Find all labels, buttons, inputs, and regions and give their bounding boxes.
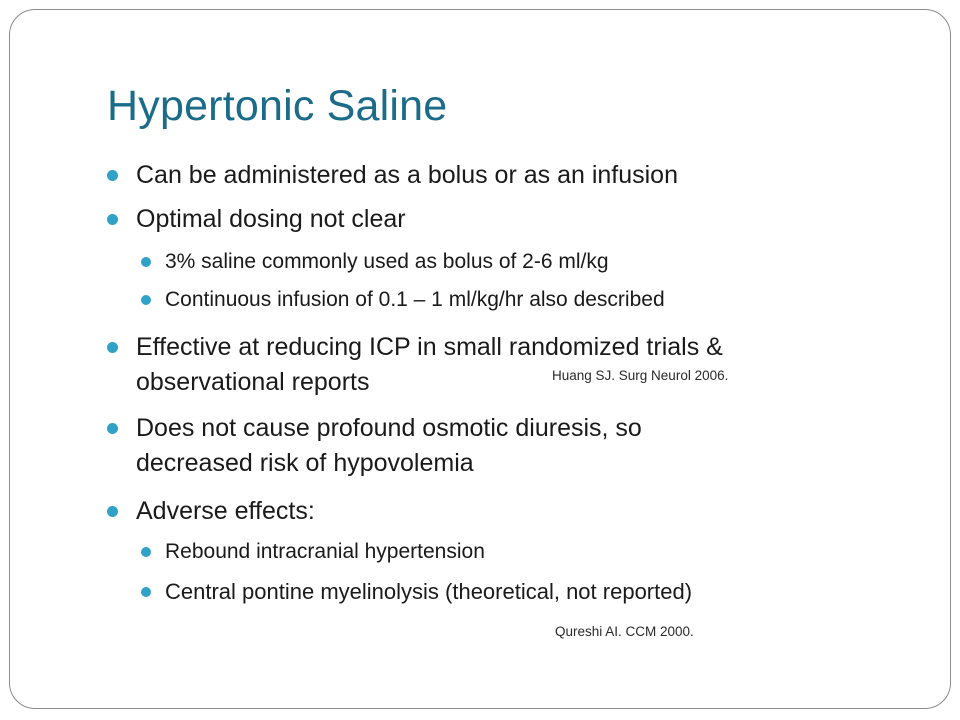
sub-bullet-text: Continuous infusion of 0.1 – 1 ml/kg/hr also described	[165, 288, 665, 311]
bullet-text: Optimal dosing not clear	[136, 205, 406, 233]
bullet-text-line-1: Effective at reducing ICP in small randomized trials &	[136, 333, 723, 361]
sub-bullet-text: 3% saline commonly used as bolus of 2-6 ml/kg	[165, 250, 609, 273]
citation-qureshi: Qureshi AI. CCM 2000.	[555, 624, 694, 639]
bullet-text-line-2: observational reports	[136, 368, 370, 396]
bullet-text: Can be administered as a bolus or as an infusion	[136, 161, 678, 189]
slide-title: Hypertonic Saline	[107, 82, 448, 130]
bullet-dot-icon	[141, 587, 151, 597]
bullet-text-line-1: Does not cause profound osmotic diuresis, so	[136, 414, 642, 442]
bullet-dot-icon	[107, 506, 118, 517]
bullet-dot-icon	[141, 257, 151, 267]
bullet-dot-icon	[107, 342, 118, 353]
bullet-text-line-2: decreased risk of hypovolemia	[136, 449, 474, 477]
bullet-dot-icon	[107, 170, 118, 181]
bullet-text: Adverse effects:	[136, 497, 315, 525]
bullet-dot-icon	[107, 214, 118, 225]
sub-bullet-text: Rebound intracranial hypertension	[165, 540, 485, 563]
sub-bullet-text: Central pontine myelinolysis (theoretical, not reported)	[165, 579, 693, 604]
bullet-dot-icon	[141, 295, 151, 305]
bullet-dot-icon	[107, 423, 118, 434]
citation-huang: Huang SJ. Surg Neurol 2006.	[552, 368, 729, 383]
bullet-dot-icon	[141, 547, 151, 557]
